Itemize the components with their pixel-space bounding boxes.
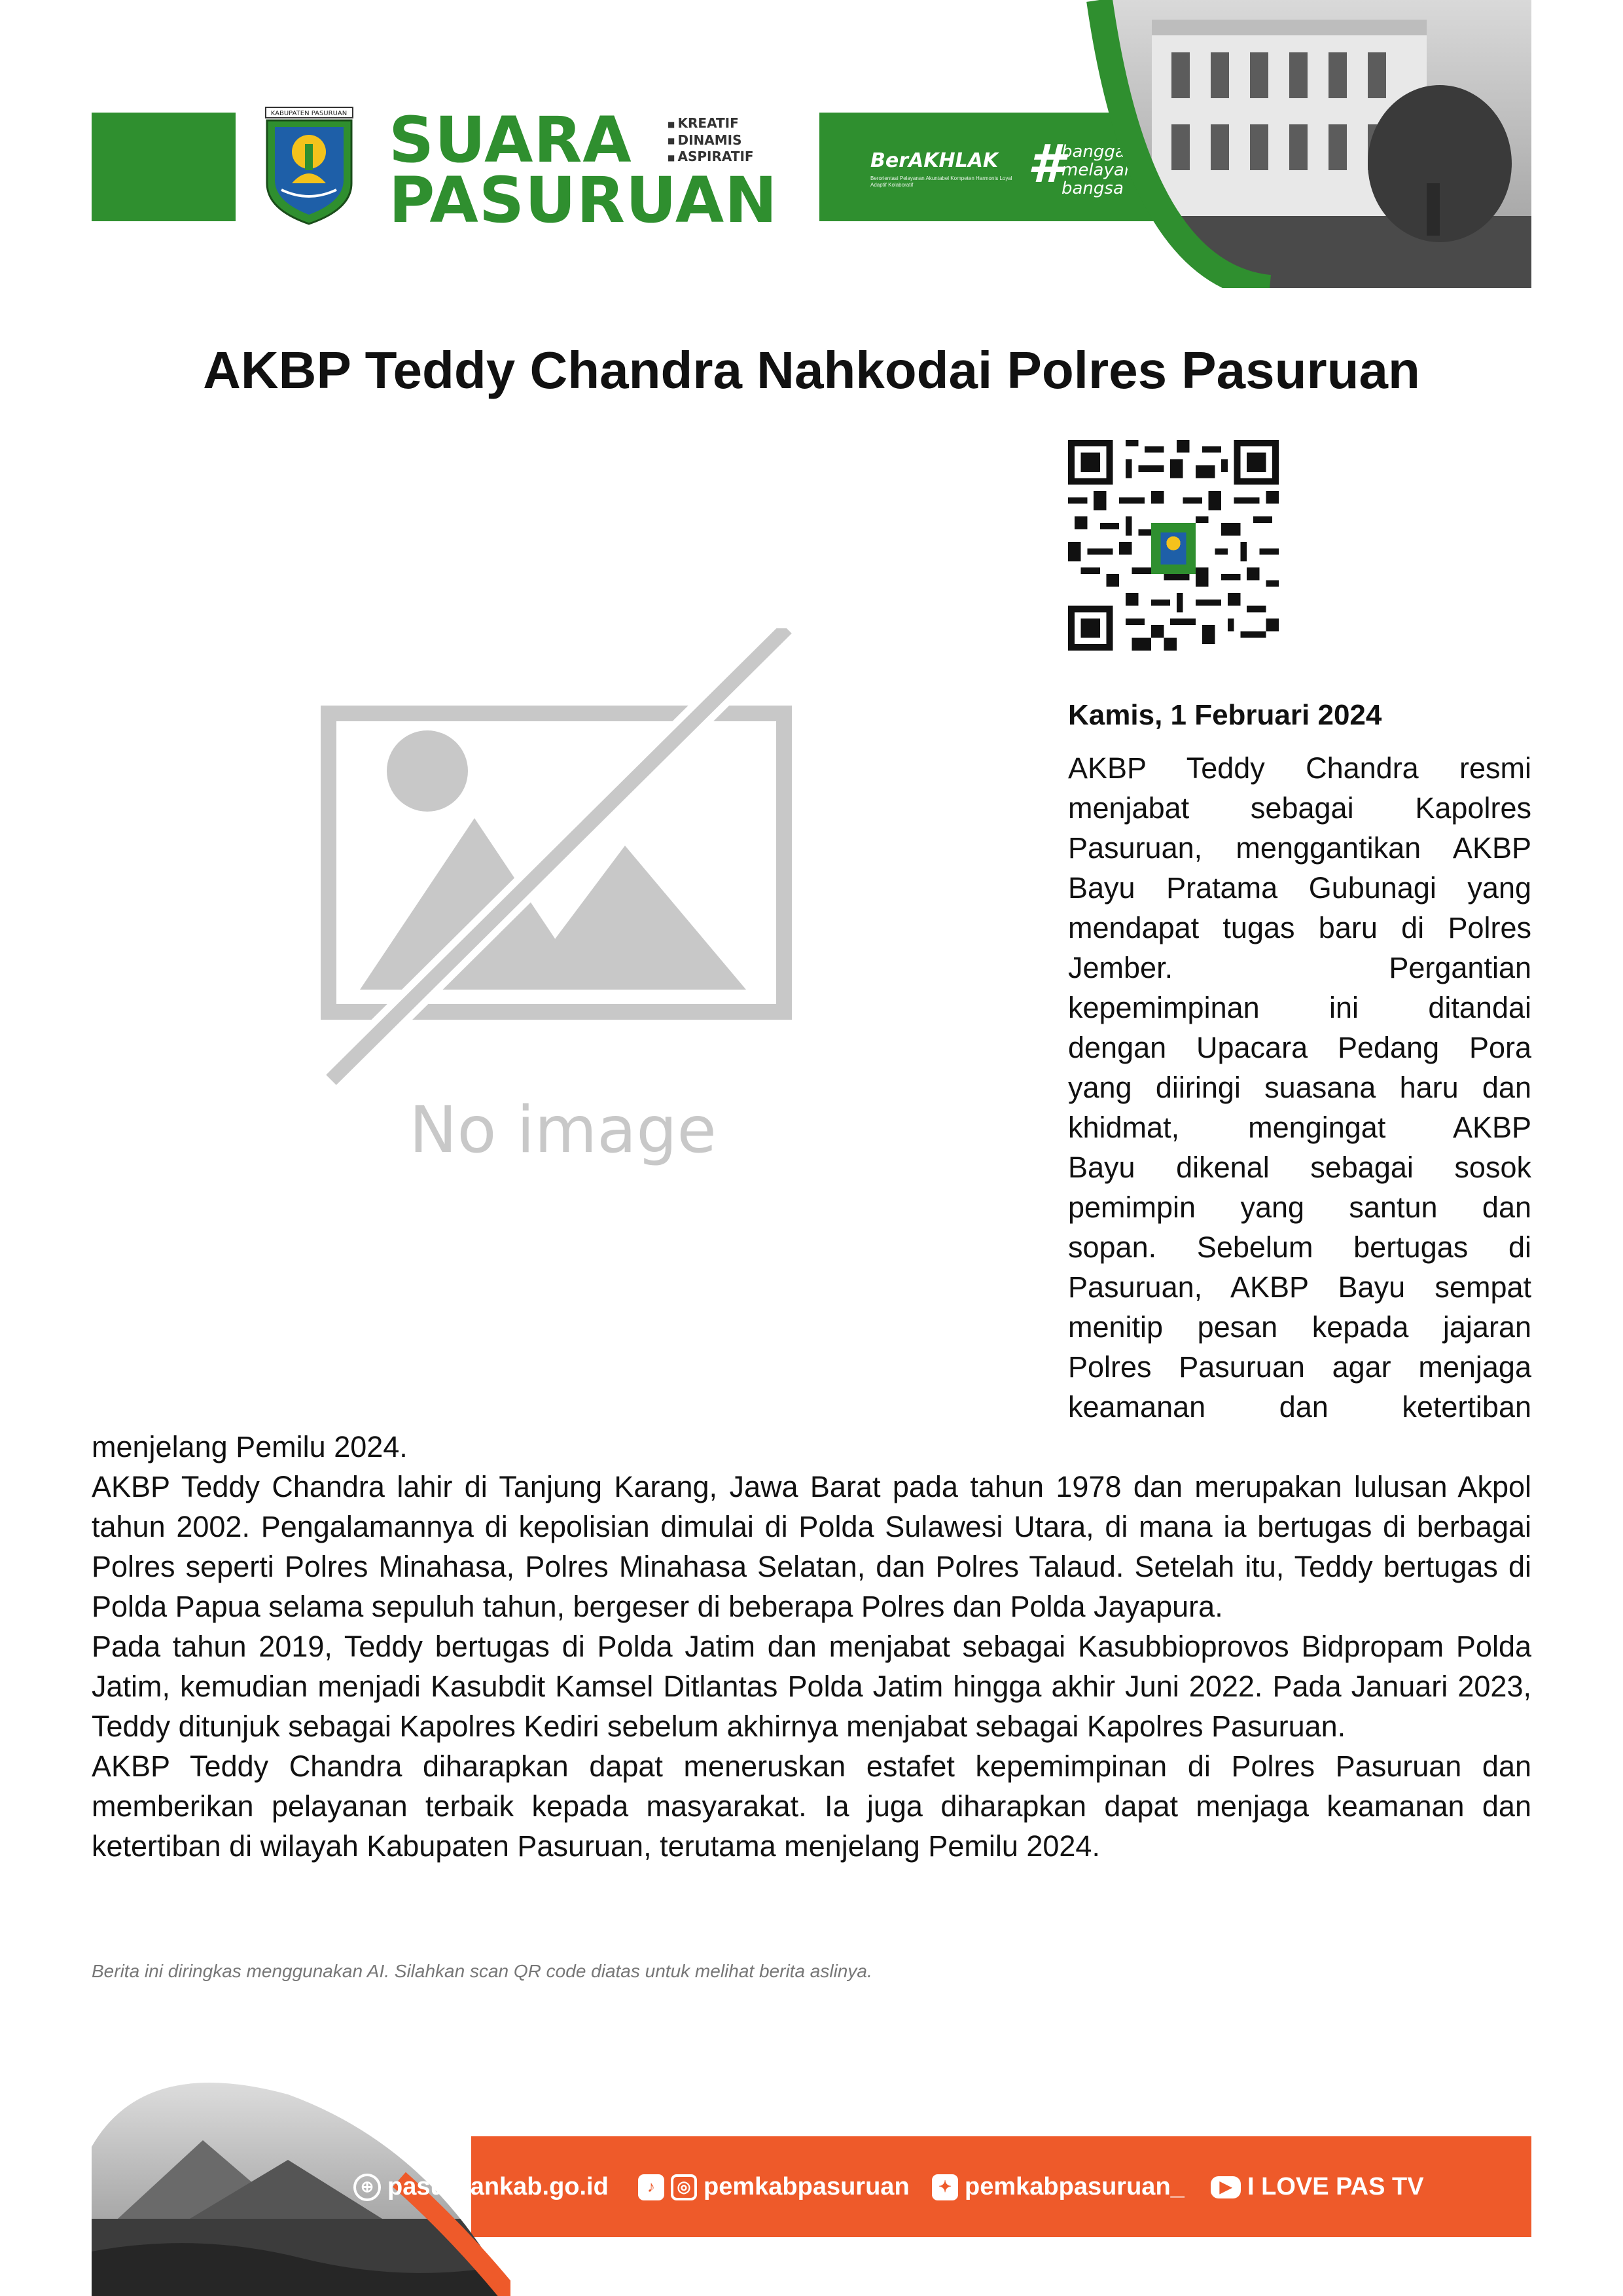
paragraph-3: Pada tahun 2019, Teddy bertugas di Polda Jatim dan menjabat sebagai Kasubbioprovos Bidpropam Polda Jatim, kemudian menjadi Kasubdit Kamsel Ditlantas Polda Jatim hingga akhir Juni 2022. Pada Januari 2023, Teddy ditunjuk sebagai Kapolres Kediri sebelum akhirnya menjabat sebagai Kapolres Pasuruan. bbox=[92, 1630, 1531, 1743]
column-line: yang diiringi suasana haru dan bbox=[1068, 1071, 1531, 1104]
youtube-label: I LOVE PAS TV bbox=[1247, 2173, 1424, 2200]
twitter-icon: ✦ bbox=[932, 2174, 958, 2200]
article-date: Kamis, 1 Februari 2024 bbox=[1068, 699, 1382, 731]
paragraph-4: AKBP Teddy Chandra diharapkan dapat meneruskan estafet kepemimpinan di Polres Pasuruan dan memberikan pelayanan terbaik kepada masyarakat. Ia juga diharapkan dapat menjaga keamanan dan ketertiban di wilayah Kabupaten Pasuruan, terutama menjelang Pemilu 2024. bbox=[92, 1749, 1531, 1863]
column-line: Bayu Pratama Gubunagi yang bbox=[1068, 871, 1531, 905]
column-line: pemimpin yang santun dan bbox=[1068, 1191, 1531, 1224]
svg-text:KABUPATEN PASURUAN: KABUPATEN PASURUAN bbox=[270, 110, 348, 117]
berakhlak-subtitle: Berorientasi Pelayanan Akuntabel Kompeten Harmonis Loyal Adaptif Kolaboratif bbox=[870, 175, 1012, 188]
footer-twitter[interactable] bbox=[932, 2173, 1185, 2201]
column-line: Bayu dikenal sebagai sosok bbox=[1068, 1151, 1531, 1184]
bangga-line: bangga bbox=[1061, 142, 1126, 162]
bangga-line: melayani bbox=[1061, 160, 1140, 180]
column-line: menitip pesan kepada jajaran bbox=[1068, 1310, 1531, 1344]
qr-code[interactable] bbox=[1068, 440, 1279, 651]
bangga-line: bangsa bbox=[1061, 179, 1124, 198]
tagline-item: ■ KREATIF bbox=[668, 115, 754, 132]
article-title: AKBP Teddy Chandra Nahkodai Polres Pasuruan bbox=[203, 341, 1420, 399]
column-line: mendapat tugas baru di Polres bbox=[1068, 911, 1531, 944]
header-building-photo bbox=[1021, 0, 1531, 288]
no-image-placeholder bbox=[321, 628, 805, 1178]
website-label: pasuruankab.go.id bbox=[387, 2173, 609, 2200]
column-line: menjabat sebagai Kapolres bbox=[1068, 791, 1531, 825]
hashtag-symbol: # bbox=[1027, 134, 1064, 194]
brand-line-1: SUARA bbox=[389, 103, 632, 177]
footer-website[interactable] bbox=[353, 2173, 609, 2201]
column-line: Polres Pasuruan agar menjaga bbox=[1068, 1350, 1531, 1384]
header-green-bar-left bbox=[92, 113, 236, 221]
article-column-text bbox=[1068, 748, 1531, 1427]
column-line: khidmat, mengingat AKBP bbox=[1068, 1111, 1531, 1144]
paragraph-continuation: menjelang Pemilu 2024. bbox=[92, 1430, 408, 1463]
tagline-item: ■ DINAMIS bbox=[668, 132, 754, 149]
column-line: AKBP Teddy Chandra resmi bbox=[1068, 751, 1531, 785]
pasuruan-regency-crest-logo bbox=[262, 105, 357, 226]
brand-line-2: PASURUAN bbox=[389, 164, 778, 237]
berakhlak-logo: BerAKHLAK bbox=[870, 149, 999, 172]
footer-youtube[interactable] bbox=[1211, 2173, 1424, 2201]
tagline-item: ■ ASPIRATIF bbox=[668, 149, 754, 166]
column-line: keamanan dan ketertiban bbox=[1068, 1390, 1531, 1424]
globe-icon: ⊕ bbox=[353, 2174, 381, 2201]
column-line: dengan Upacara Pedang Pora bbox=[1068, 1031, 1531, 1064]
column-line: sopan. Sebelum bertugas di bbox=[1068, 1230, 1531, 1264]
column-line: Pasuruan, menggantikan AKBP bbox=[1068, 831, 1531, 865]
column-line: kepemimpinan ini ditandai bbox=[1068, 991, 1531, 1024]
tagline-list bbox=[668, 115, 754, 166]
ai-summary-note: Berita ini diringkas menggunakan AI. Silahkan scan QR code diatas untuk melihat berita aslinya. bbox=[92, 1961, 872, 1981]
column-line: Pasuruan, AKBP Bayu sempat bbox=[1068, 1270, 1531, 1304]
tiktok-icon: ♪ bbox=[638, 2174, 664, 2200]
twitter-label: pemkabpasuruan_ bbox=[965, 2173, 1185, 2200]
paragraph-2: AKBP Teddy Chandra lahir di Tanjung Karang, Jawa Barat pada tahun 1978 dan merupakan lulusan Akpol tahun 2002. Pengalamannya di kepolisian dimulai di Polda Sulawesi Utara, di mana ia bertugas di berbagai Polres seperti Polres Minahasa, Polres Minahasa Selatan, dan Polres Talaud. Setelah itu, Teddy bertugas di Polda Papua selama sepuluh tahun, bergeser di beberapa Polres dan Polda Jayapura. bbox=[92, 1470, 1531, 1623]
instagram-icon: ◎ bbox=[671, 2174, 697, 2200]
instagram-label: pemkabpasuruan bbox=[704, 2173, 910, 2200]
footer-instagram[interactable] bbox=[638, 2173, 910, 2201]
article-full-text bbox=[92, 1427, 1531, 1866]
no-image-label: No image bbox=[409, 1093, 717, 1168]
youtube-icon: ▶ bbox=[1211, 2176, 1241, 2198]
column-line: Jember. Pergantian bbox=[1068, 951, 1531, 984]
